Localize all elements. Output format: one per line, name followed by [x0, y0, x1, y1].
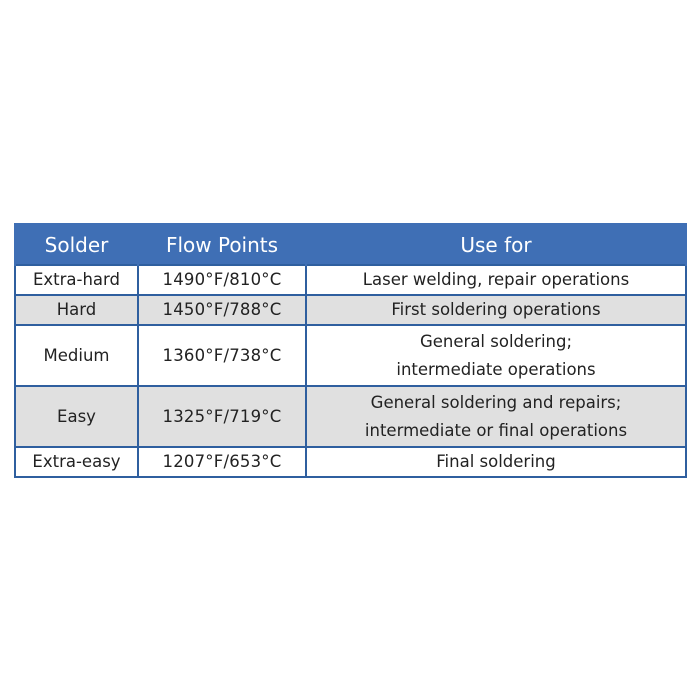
- use-for-line: General soldering;: [419, 331, 573, 351]
- header-solder: Solder: [15, 224, 138, 265]
- solder-cell: Easy: [15, 386, 138, 447]
- use-for-line: Laser welding, repair operations: [362, 270, 630, 289]
- solder-cell: Extra-hard: [15, 265, 138, 295]
- table-row: [15, 386, 686, 447]
- header-use-for: Use for: [306, 224, 686, 265]
- flow-points-cell: 1450°F/788°C: [138, 295, 306, 325]
- use-for-line: General soldering and repairs;: [370, 392, 622, 412]
- use-for-line: intermediate or final operations: [364, 420, 628, 440]
- table-row: [15, 447, 686, 477]
- solder-flow-points-table: [14, 223, 687, 478]
- flow-points-cell: 1207°F/653°C: [138, 447, 306, 477]
- use-for-cell: [306, 447, 686, 477]
- table-row: [15, 295, 686, 325]
- use-for-line: intermediate operations: [396, 359, 596, 379]
- flow-points-cell: 1360°F/738°C: [138, 325, 306, 386]
- solder-cell: Extra-easy: [15, 447, 138, 477]
- use-for-line: First soldering operations: [391, 300, 601, 319]
- use-for-cell: [306, 386, 686, 447]
- use-for-cell: [306, 295, 686, 325]
- header-flow-points: Flow Points: [138, 224, 306, 265]
- solder-table-container: [14, 223, 685, 478]
- table-row: [15, 325, 686, 386]
- use-for-line: Final soldering: [436, 452, 556, 471]
- table-row: [15, 265, 686, 295]
- flow-points-cell: 1325°F/719°C: [138, 386, 306, 447]
- solder-cell: Hard: [15, 295, 138, 325]
- use-for-cell: [306, 265, 686, 295]
- use-for-cell: [306, 325, 686, 386]
- solder-cell: Medium: [15, 325, 138, 386]
- flow-points-cell: 1490°F/810°C: [138, 265, 306, 295]
- table-header-row: [15, 224, 686, 265]
